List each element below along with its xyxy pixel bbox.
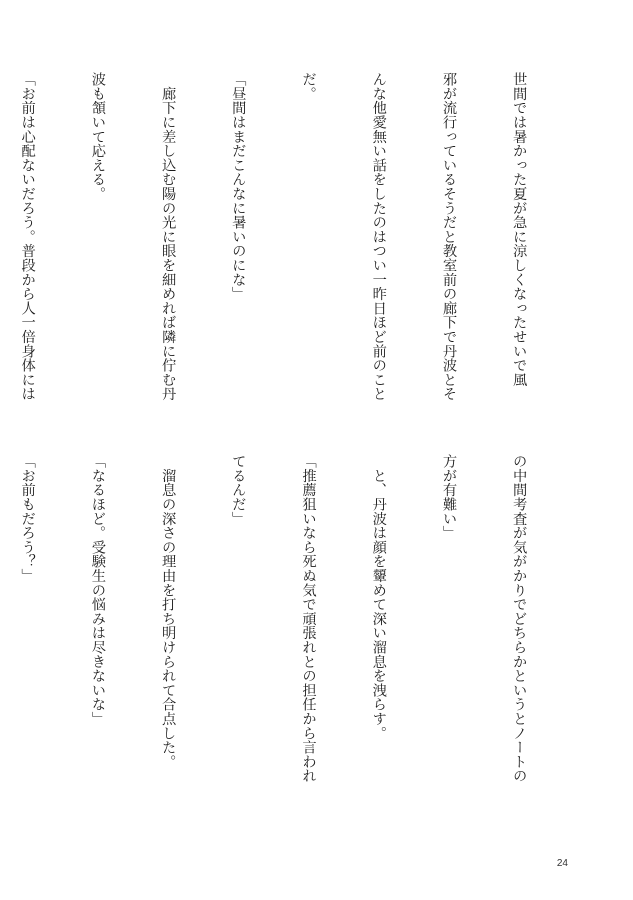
text-line: 「なるほど。受験生の悩みは尽きないな」 [89, 454, 106, 726]
text-line: 溜息の深さの理由を打ち明けられて合点した。 [160, 454, 177, 769]
text-line: だ。 [300, 72, 317, 101]
text-line: 世間では暑かった夏が急に涼しくなったせいで風 [511, 72, 528, 387]
text-line: 方が有難い」 [440, 454, 457, 540]
text-line: 「お前は心配ないだろう。普段から人一倍身体には [19, 72, 36, 401]
text-line: と、丹波は顔を顰めて深い溜息を洩らす。 [370, 454, 387, 740]
text-line: 廊下に差し込む陽の光に眼を細めれば隣に佇む丹 [160, 72, 177, 401]
lower-text-block [0, 454, 577, 850]
text-line: 「昼間はまだこんなに暑いのにな」 [230, 72, 247, 301]
text-line: んな他愛無い話をしたのはつい一昨日ほど前のこと [370, 72, 387, 401]
text-line: 邪が流行っているそうだと教室前の廊下で丹波とそ [440, 72, 457, 401]
page-number: 24 [556, 858, 568, 869]
text-line: てるんだ」 [230, 454, 247, 526]
text-line: 波も頷いて応える。 [89, 72, 106, 201]
upper-text-block [0, 72, 577, 454]
text-line: 「お前もだろう？」 [19, 454, 36, 583]
text-line: の中間考査が気がかりでどちらかというとノートの [511, 454, 528, 783]
text-line: 「推薦狙いなら死ぬ気で頑張れとの担任から言われ [300, 454, 317, 783]
